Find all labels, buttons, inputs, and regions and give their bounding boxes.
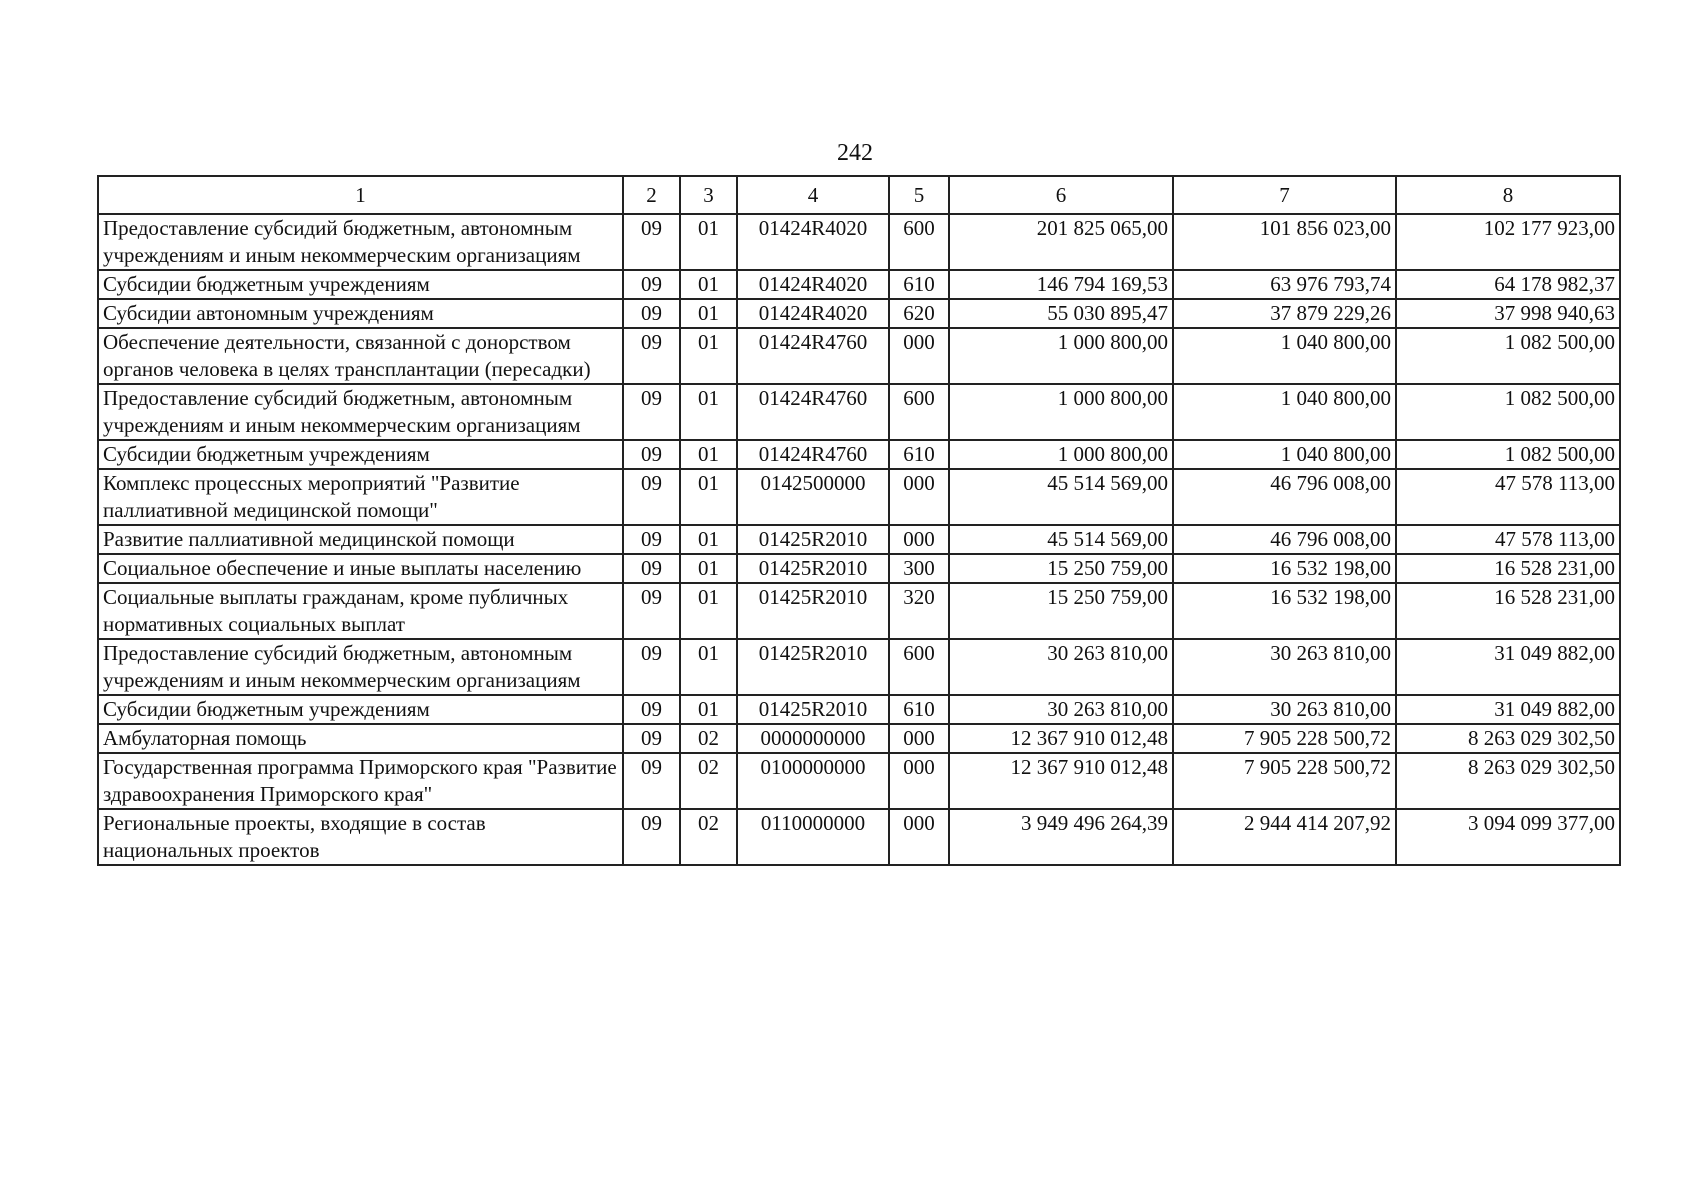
table-row bbox=[98, 270, 1620, 299]
expense-type-cell: 610 bbox=[889, 270, 949, 299]
section-code-cell: 09 bbox=[623, 440, 680, 469]
section-code-cell: 09 bbox=[623, 583, 680, 639]
subsection-code-cell: 01 bbox=[680, 270, 737, 299]
amount-col6-cell: 201 825 065,00 bbox=[949, 214, 1173, 270]
subsection-code-cell: 01 bbox=[680, 384, 737, 440]
subsection-code-cell: 01 bbox=[680, 214, 737, 270]
subsection-code-cell: 01 bbox=[680, 469, 737, 525]
row-name-cell: Субсидии бюджетным учреждениям bbox=[98, 270, 623, 299]
amount-col6-cell: 15 250 759,00 bbox=[949, 583, 1173, 639]
header-cell-5: 5 bbox=[889, 176, 949, 214]
amount-col8-cell: 31 049 882,00 bbox=[1396, 639, 1620, 695]
amount-col7-cell: 63 976 793,74 bbox=[1173, 270, 1396, 299]
header-cell-8: 8 bbox=[1396, 176, 1620, 214]
target-article-cell: 01425R2010 bbox=[737, 554, 889, 583]
target-article-cell: 01425R2010 bbox=[737, 639, 889, 695]
amount-col6-cell: 30 263 810,00 bbox=[949, 695, 1173, 724]
amount-col6-cell: 12 367 910 012,48 bbox=[949, 753, 1173, 809]
header-row bbox=[98, 176, 1620, 214]
amount-col8-cell: 8 263 029 302,50 bbox=[1396, 724, 1620, 753]
target-article-cell: 01424R4020 bbox=[737, 270, 889, 299]
table-row bbox=[98, 214, 1620, 270]
row-name-cell: Субсидии бюджетным учреждениям bbox=[98, 695, 623, 724]
amount-col7-cell: 1 040 800,00 bbox=[1173, 328, 1396, 384]
section-code-cell: 09 bbox=[623, 328, 680, 384]
amount-col7-cell: 7 905 228 500,72 bbox=[1173, 724, 1396, 753]
table-body bbox=[98, 214, 1620, 865]
row-name-cell: Предоставление субсидий бюджетным, автономным учреждениям и иным некоммерческим организациям bbox=[98, 214, 623, 270]
amount-col8-cell: 1 082 500,00 bbox=[1396, 440, 1620, 469]
header-cell-1: 1 bbox=[98, 176, 623, 214]
budget-table bbox=[97, 175, 1621, 866]
row-name-cell: Социальные выплаты гражданам, кроме публичных нормативных социальных выплат bbox=[98, 583, 623, 639]
table-row bbox=[98, 639, 1620, 695]
table-row bbox=[98, 724, 1620, 753]
target-article-cell: 0110000000 bbox=[737, 809, 889, 865]
row-name-cell: Региональные проекты, входящие в состав национальных проектов bbox=[98, 809, 623, 865]
expense-type-cell: 610 bbox=[889, 440, 949, 469]
header-cell-7: 7 bbox=[1173, 176, 1396, 214]
section-code-cell: 09 bbox=[623, 299, 680, 328]
amount-col6-cell: 1 000 800,00 bbox=[949, 384, 1173, 440]
amount-col8-cell: 47 578 113,00 bbox=[1396, 469, 1620, 525]
subsection-code-cell: 01 bbox=[680, 299, 737, 328]
table-row bbox=[98, 554, 1620, 583]
section-code-cell: 09 bbox=[623, 384, 680, 440]
amount-col6-cell: 1 000 800,00 bbox=[949, 328, 1173, 384]
target-article-cell: 0100000000 bbox=[737, 753, 889, 809]
amount-col8-cell: 3 094 099 377,00 bbox=[1396, 809, 1620, 865]
row-name-cell: Предоставление субсидий бюджетным, автономным учреждениям и иным некоммерческим организациям bbox=[98, 639, 623, 695]
subsection-code-cell: 01 bbox=[680, 525, 737, 554]
subsection-code-cell: 02 bbox=[680, 809, 737, 865]
amount-col7-cell: 1 040 800,00 bbox=[1173, 384, 1396, 440]
amount-col6-cell: 45 514 569,00 bbox=[949, 525, 1173, 554]
table-row bbox=[98, 384, 1620, 440]
expense-type-cell: 300 bbox=[889, 554, 949, 583]
expense-type-cell: 000 bbox=[889, 753, 949, 809]
section-code-cell: 09 bbox=[623, 724, 680, 753]
target-article-cell: 01424R4760 bbox=[737, 440, 889, 469]
page-number: 242 bbox=[837, 140, 873, 166]
amount-col6-cell: 30 263 810,00 bbox=[949, 639, 1173, 695]
target-article-cell: 01424R4020 bbox=[737, 299, 889, 328]
row-name-cell: Амбулаторная помощь bbox=[98, 724, 623, 753]
section-code-cell: 09 bbox=[623, 639, 680, 695]
amount-col8-cell: 102 177 923,00 bbox=[1396, 214, 1620, 270]
amount-col8-cell: 1 082 500,00 bbox=[1396, 328, 1620, 384]
row-name-cell: Обеспечение деятельности, связанной с донорством органов человека в целях трансплантации (пересадки) bbox=[98, 328, 623, 384]
row-name-cell: Субсидии бюджетным учреждениям bbox=[98, 440, 623, 469]
expense-type-cell: 000 bbox=[889, 469, 949, 525]
expense-type-cell: 610 bbox=[889, 695, 949, 724]
amount-col7-cell: 46 796 008,00 bbox=[1173, 469, 1396, 525]
table-row bbox=[98, 809, 1620, 865]
subsection-code-cell: 02 bbox=[680, 753, 737, 809]
expense-type-cell: 000 bbox=[889, 328, 949, 384]
target-article-cell: 01424R4020 bbox=[737, 214, 889, 270]
amount-col6-cell: 1 000 800,00 bbox=[949, 440, 1173, 469]
section-code-cell: 09 bbox=[623, 554, 680, 583]
row-name-cell: Предоставление субсидий бюджетным, автономным учреждениям и иным некоммерческим организациям bbox=[98, 384, 623, 440]
amount-col7-cell: 2 944 414 207,92 bbox=[1173, 809, 1396, 865]
section-code-cell: 09 bbox=[623, 525, 680, 554]
row-name-cell: Социальное обеспечение и иные выплаты населению bbox=[98, 554, 623, 583]
subsection-code-cell: 01 bbox=[680, 554, 737, 583]
table-row bbox=[98, 525, 1620, 554]
amount-col7-cell: 101 856 023,00 bbox=[1173, 214, 1396, 270]
expense-type-cell: 600 bbox=[889, 384, 949, 440]
amount-col7-cell: 46 796 008,00 bbox=[1173, 525, 1396, 554]
amount-col7-cell: 30 263 810,00 bbox=[1173, 639, 1396, 695]
target-article-cell: 01425R2010 bbox=[737, 695, 889, 724]
table-row bbox=[98, 469, 1620, 525]
table-row bbox=[98, 328, 1620, 384]
amount-col8-cell: 31 049 882,00 bbox=[1396, 695, 1620, 724]
table-row bbox=[98, 583, 1620, 639]
subsection-code-cell: 02 bbox=[680, 724, 737, 753]
row-name-cell: Государственная программа Приморского края "Развитие здравоохранения Приморского края" bbox=[98, 753, 623, 809]
target-article-cell: 01424R4760 bbox=[737, 328, 889, 384]
amount-col7-cell: 16 532 198,00 bbox=[1173, 583, 1396, 639]
amount-col6-cell: 45 514 569,00 bbox=[949, 469, 1173, 525]
amount-col6-cell: 146 794 169,53 bbox=[949, 270, 1173, 299]
target-article-cell: 01425R2010 bbox=[737, 583, 889, 639]
target-article-cell: 01425R2010 bbox=[737, 525, 889, 554]
amount-col8-cell: 64 178 982,37 bbox=[1396, 270, 1620, 299]
section-code-cell: 09 bbox=[623, 695, 680, 724]
amount-col6-cell: 3 949 496 264,39 bbox=[949, 809, 1173, 865]
expense-type-cell: 320 bbox=[889, 583, 949, 639]
amount-col8-cell: 1 082 500,00 bbox=[1396, 384, 1620, 440]
table-row bbox=[98, 299, 1620, 328]
expense-type-cell: 000 bbox=[889, 525, 949, 554]
subsection-code-cell: 01 bbox=[680, 328, 737, 384]
amount-col8-cell: 37 998 940,63 bbox=[1396, 299, 1620, 328]
header-cell-4: 4 bbox=[737, 176, 889, 214]
row-name-cell: Субсидии автономным учреждениям bbox=[98, 299, 623, 328]
row-name-cell: Развитие паллиативной медицинской помощи bbox=[98, 525, 623, 554]
subsection-code-cell: 01 bbox=[680, 583, 737, 639]
amount-col6-cell: 15 250 759,00 bbox=[949, 554, 1173, 583]
amount-col7-cell: 37 879 229,26 bbox=[1173, 299, 1396, 328]
section-code-cell: 09 bbox=[623, 809, 680, 865]
amount-col6-cell: 55 030 895,47 bbox=[949, 299, 1173, 328]
row-name-cell: Комплекс процессных мероприятий "Развитие паллиативной медицинской помощи" bbox=[98, 469, 623, 525]
section-code-cell: 09 bbox=[623, 214, 680, 270]
amount-col8-cell: 8 263 029 302,50 bbox=[1396, 753, 1620, 809]
subsection-code-cell: 01 bbox=[680, 639, 737, 695]
subsection-code-cell: 01 bbox=[680, 440, 737, 469]
amount-col7-cell: 1 040 800,00 bbox=[1173, 440, 1396, 469]
amount-col8-cell: 47 578 113,00 bbox=[1396, 525, 1620, 554]
amount-col8-cell: 16 528 231,00 bbox=[1396, 583, 1620, 639]
expense-type-cell: 620 bbox=[889, 299, 949, 328]
header-cell-6: 6 bbox=[949, 176, 1173, 214]
table-row bbox=[98, 440, 1620, 469]
section-code-cell: 09 bbox=[623, 753, 680, 809]
table-row bbox=[98, 695, 1620, 724]
subsection-code-cell: 01 bbox=[680, 695, 737, 724]
amount-col7-cell: 7 905 228 500,72 bbox=[1173, 753, 1396, 809]
target-article-cell: 0142500000 bbox=[737, 469, 889, 525]
header-cell-3: 3 bbox=[680, 176, 737, 214]
expense-type-cell: 600 bbox=[889, 214, 949, 270]
expense-type-cell: 000 bbox=[889, 809, 949, 865]
table-row bbox=[98, 753, 1620, 809]
target-article-cell: 0000000000 bbox=[737, 724, 889, 753]
expense-type-cell: 000 bbox=[889, 724, 949, 753]
amount-col7-cell: 16 532 198,00 bbox=[1173, 554, 1396, 583]
expense-type-cell: 600 bbox=[889, 639, 949, 695]
amount-col8-cell: 16 528 231,00 bbox=[1396, 554, 1620, 583]
header-cell-2: 2 bbox=[623, 176, 680, 214]
amount-col6-cell: 12 367 910 012,48 bbox=[949, 724, 1173, 753]
target-article-cell: 01424R4760 bbox=[737, 384, 889, 440]
section-code-cell: 09 bbox=[623, 469, 680, 525]
amount-col7-cell: 30 263 810,00 bbox=[1173, 695, 1396, 724]
section-code-cell: 09 bbox=[623, 270, 680, 299]
